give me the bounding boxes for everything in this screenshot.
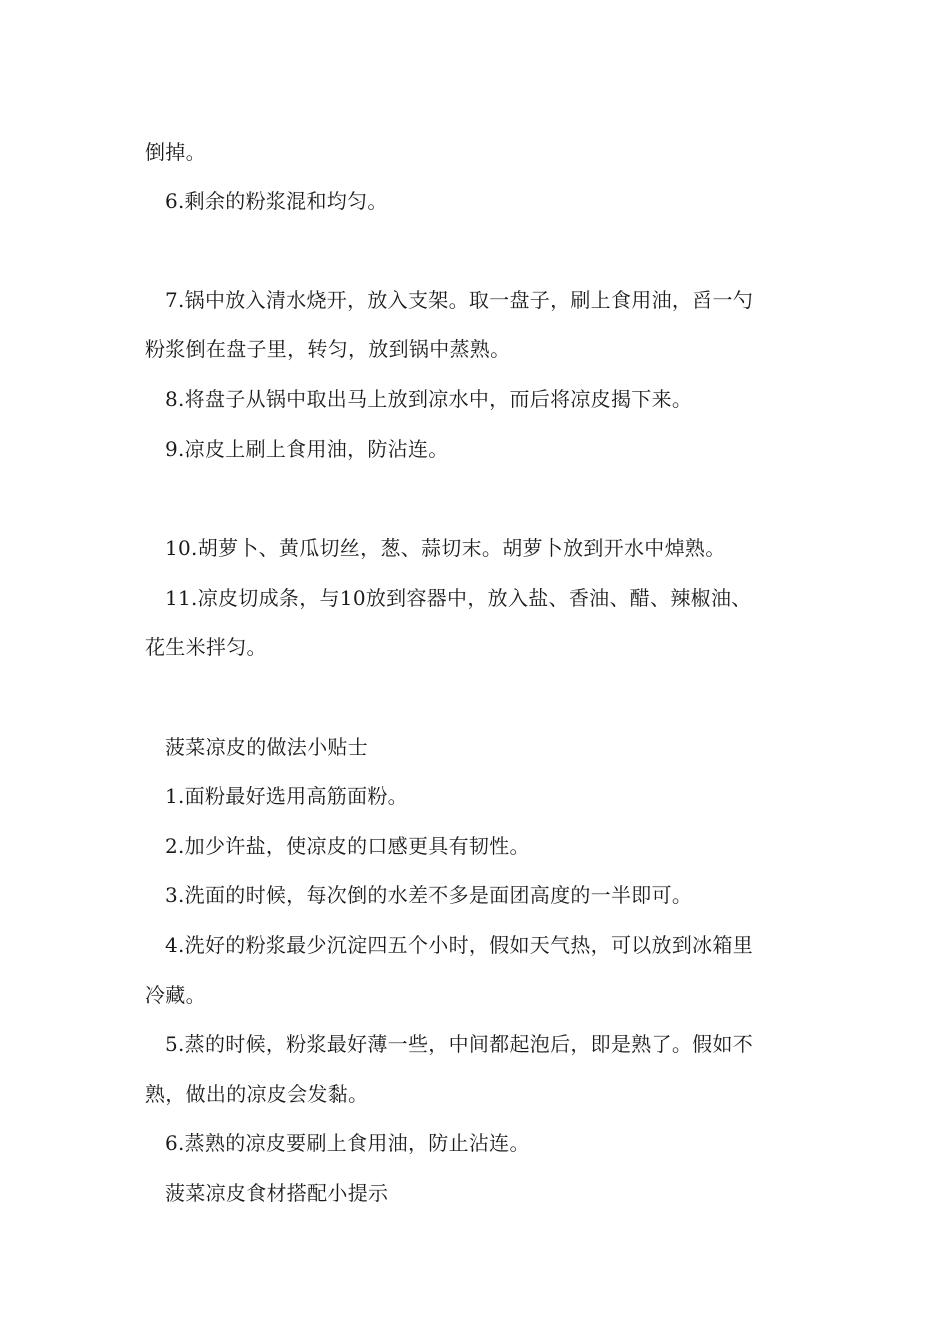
text-line: 粉浆倒在盘子里，转匀，放到锅中蒸熟。 [145, 337, 511, 361]
text-line: 11.凉皮切成条，与10放到容器中，放入盐、香油、醋、辣椒油、 [165, 586, 752, 610]
text-line: 9.凉皮上刷上食用油，防沾连。 [165, 437, 449, 461]
text-line: 5.蒸的时候，粉浆最好薄一些，中间都起泡后，即是熟了。假如不 [165, 1032, 754, 1056]
text-line: 1.面粉最好选用高筋面粉。 [165, 784, 408, 808]
text-line: 4.洗好的粉浆最少沉淀四五个小时，假如天气热，可以放到冰箱里 [165, 933, 754, 957]
text-line: 10.胡萝卜、黄瓜切丝，葱、蒜切末。胡萝卜放到开水中焯熟。 [165, 536, 726, 560]
text-line: 6.剩余的粉浆混和均匀。 [165, 189, 388, 213]
text-line: 3.洗面的时候，每次倒的水差不多是面团高度的一半即可。 [165, 883, 693, 907]
section-heading: 菠菜凉皮食材搭配小提示 [165, 1181, 389, 1205]
text-line: 熟，做出的凉皮会发黏。 [145, 1082, 369, 1106]
text-line: 6.蒸熟的凉皮要刷上食用油，防止沾连。 [165, 1131, 530, 1155]
text-line: 冷藏。 [145, 983, 206, 1007]
text-line: 7.锅中放入清水烧开，放入支架。取一盘子，刷上食用油，舀一勺 [165, 288, 754, 312]
text-line: 花生米拌匀。 [145, 635, 267, 659]
text-line: 倒掉。 [145, 140, 206, 164]
text-line: 8.将盘子从锅中取出马上放到凉水中，而后将凉皮揭下来。 [165, 387, 693, 411]
section-heading: 菠菜凉皮的做法小贴士 [165, 735, 368, 759]
text-line: 2.加少许盐，使凉皮的口感更具有韧性。 [165, 834, 530, 858]
